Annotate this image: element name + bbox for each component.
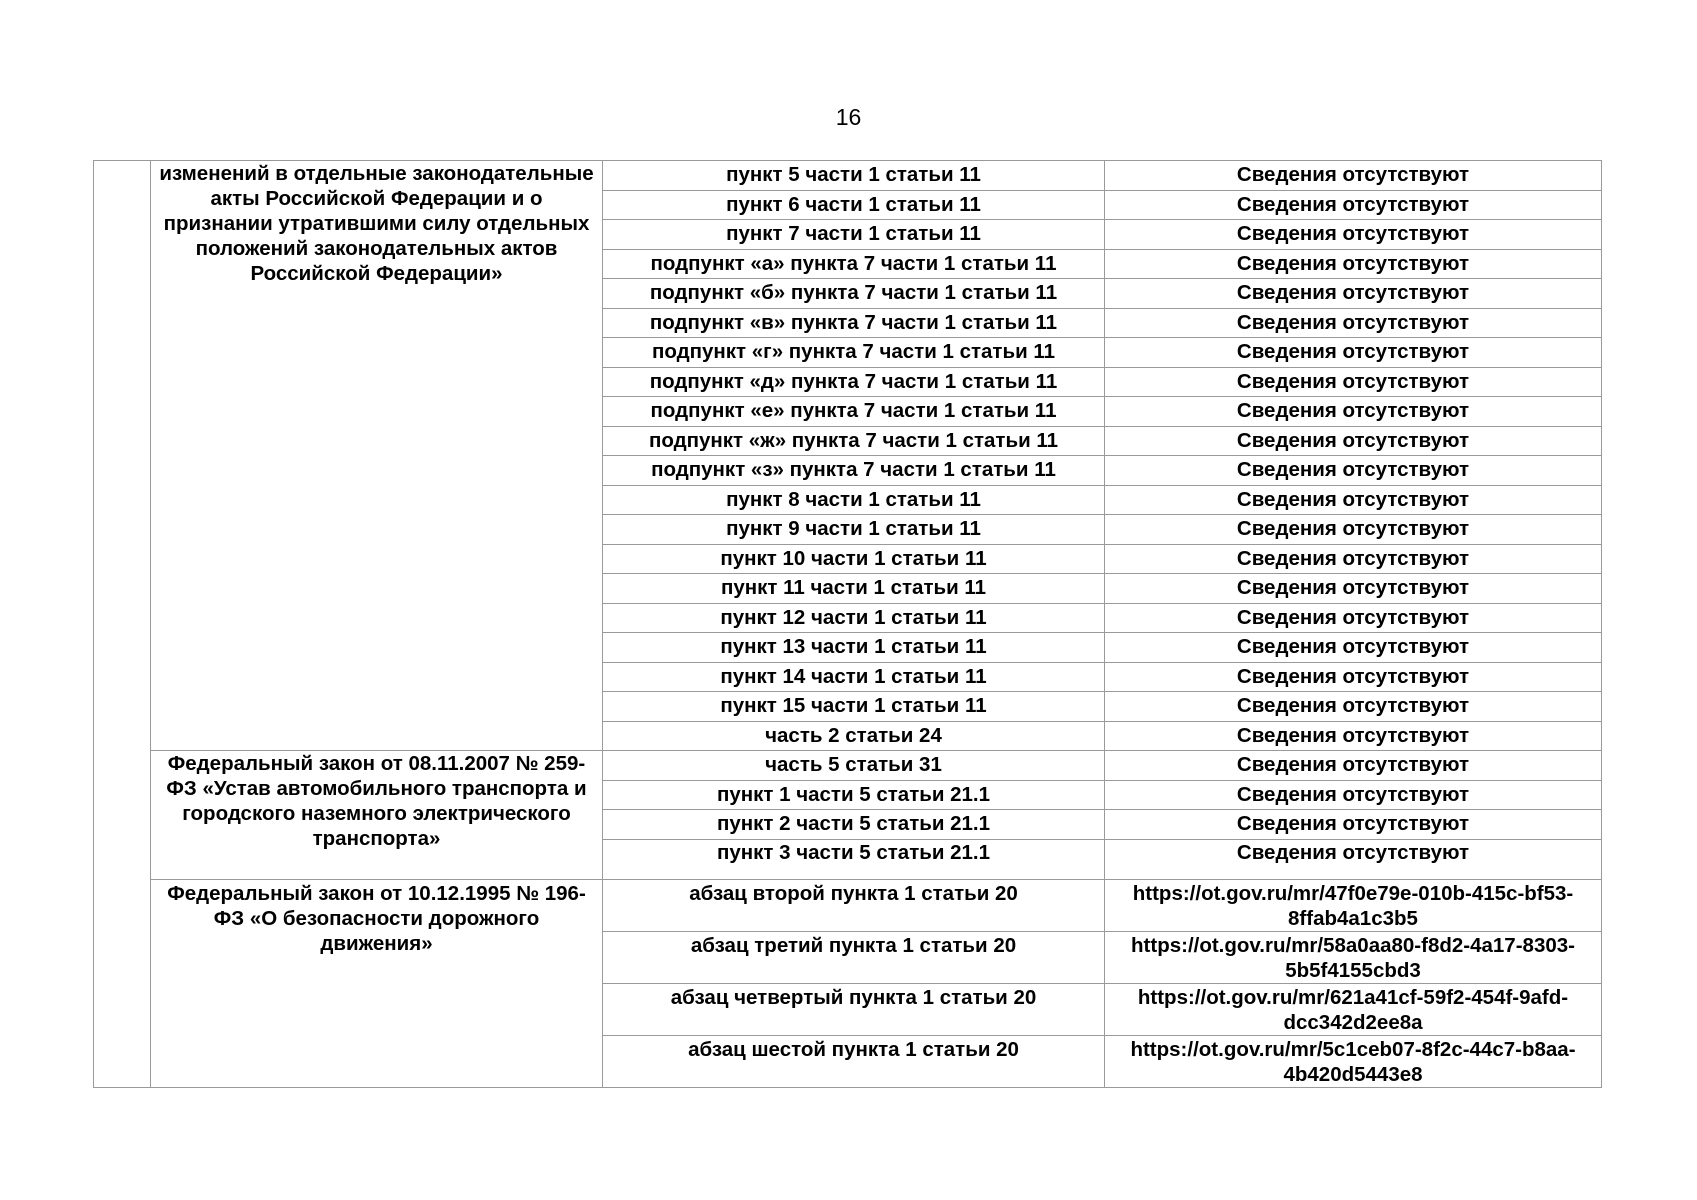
provision-cell: пункт 7 части 1 статьи 11 bbox=[603, 220, 1105, 250]
info-cell: Сведения отсутствуют bbox=[1105, 338, 1602, 368]
info-cell: Сведения отсутствуют bbox=[1105, 810, 1602, 840]
regulations-table bbox=[93, 160, 1602, 1088]
info-cell: Сведения отсутствуют bbox=[1105, 397, 1602, 427]
provision-cell: пункт 12 части 1 статьи 11 bbox=[603, 603, 1105, 633]
number-cell bbox=[94, 161, 151, 1088]
info-cell: Сведения отсутствуют bbox=[1105, 426, 1602, 456]
provision-cell: подпункт «б» пункта 7 части 1 статьи 11 bbox=[603, 279, 1105, 309]
provision-cell: абзац шестой пункта 1 статьи 20 bbox=[603, 1035, 1105, 1087]
page-number: 16 bbox=[835, 104, 862, 130]
info-cell: Сведения отсутствуют bbox=[1105, 721, 1602, 751]
provision-cell: подпункт «е» пункта 7 части 1 статьи 11 bbox=[603, 397, 1105, 427]
info-cell: Сведения отсутствуют bbox=[1105, 515, 1602, 545]
link-cell: https://ot.gov.ru/mr/58a0aa80-f8d2-4a17-8303-5b5f4155cbd3 bbox=[1105, 931, 1602, 983]
provision-cell: пункт 1 части 5 статьи 21.1 bbox=[603, 780, 1105, 810]
info-cell: Сведения отсутствуют bbox=[1105, 220, 1602, 250]
provision-cell: пункт 9 части 1 статьи 11 bbox=[603, 515, 1105, 545]
provision-cell: пункт 13 части 1 статьи 11 bbox=[603, 633, 1105, 663]
info-cell: Сведения отсутствуют bbox=[1105, 367, 1602, 397]
law-cell: изменений в отдельные законодательные акты Российской Федерации и о признании утратившими силу отдельных положений законодательных актов Российской Федерации» bbox=[151, 161, 603, 751]
info-cell: Сведения отсутствуют bbox=[1105, 161, 1602, 191]
provision-cell: часть 5 статьи 31 bbox=[603, 751, 1105, 781]
table-row bbox=[94, 879, 1602, 931]
info-cell: Сведения отсутствуют bbox=[1105, 308, 1602, 338]
info-cell: Сведения отсутствуют bbox=[1105, 249, 1602, 279]
link-cell: https://ot.gov.ru/mr/621a41cf-59f2-454f-9afd-dcc342d2ee8a bbox=[1105, 983, 1602, 1035]
info-cell: Сведения отсутствуют bbox=[1105, 190, 1602, 220]
provision-cell: подпункт «з» пункта 7 части 1 статьи 11 bbox=[603, 456, 1105, 486]
provision-cell: пункт 3 части 5 статьи 21.1 bbox=[603, 839, 1105, 879]
table-row bbox=[94, 161, 1602, 191]
provision-cell: подпункт «а» пункта 7 части 1 статьи 11 bbox=[603, 249, 1105, 279]
provision-cell: абзац третий пункта 1 статьи 20 bbox=[603, 931, 1105, 983]
provision-cell: пункт 15 части 1 статьи 11 bbox=[603, 692, 1105, 722]
provision-cell: подпункт «ж» пункта 7 части 1 статьи 11 bbox=[603, 426, 1105, 456]
provision-cell: часть 2 статьи 24 bbox=[603, 721, 1105, 751]
link-cell: https://ot.gov.ru/mr/5c1ceb07-8f2c-44c7-b8aa-4b420d5443e8 bbox=[1105, 1035, 1602, 1087]
provision-cell: пункт 14 части 1 статьи 11 bbox=[603, 662, 1105, 692]
provision-cell: пункт 2 части 5 статьи 21.1 bbox=[603, 810, 1105, 840]
table-row bbox=[94, 751, 1602, 781]
link-cell: https://ot.gov.ru/mr/47f0e79e-010b-415c-bf53-8ffab4a1c3b5 bbox=[1105, 879, 1602, 931]
info-cell: Сведения отсутствуют bbox=[1105, 485, 1602, 515]
info-cell: Сведения отсутствуют bbox=[1105, 692, 1602, 722]
provision-cell: подпункт «в» пункта 7 части 1 статьи 11 bbox=[603, 308, 1105, 338]
info-cell: Сведения отсутствуют bbox=[1105, 662, 1602, 692]
provision-cell: подпункт «д» пункта 7 части 1 статьи 11 bbox=[603, 367, 1105, 397]
info-cell: Сведения отсутствуют bbox=[1105, 633, 1602, 663]
provision-cell: пункт 11 части 1 статьи 11 bbox=[603, 574, 1105, 604]
provision-cell: пункт 10 части 1 статьи 11 bbox=[603, 544, 1105, 574]
info-cell: Сведения отсутствуют bbox=[1105, 544, 1602, 574]
provision-cell: пункт 8 части 1 статьи 11 bbox=[603, 485, 1105, 515]
info-cell: Сведения отсутствуют bbox=[1105, 456, 1602, 486]
provision-cell: подпункт «г» пункта 7 части 1 статьи 11 bbox=[603, 338, 1105, 368]
info-cell: Сведения отсутствуют bbox=[1105, 780, 1602, 810]
provision-cell: абзац второй пункта 1 статьи 20 bbox=[603, 879, 1105, 931]
info-cell: Сведения отсутствуют bbox=[1105, 279, 1602, 309]
provision-cell: пункт 5 части 1 статьи 11 bbox=[603, 161, 1105, 191]
info-cell: Сведения отсутствуют bbox=[1105, 839, 1602, 879]
provision-cell: пункт 6 части 1 статьи 11 bbox=[603, 190, 1105, 220]
info-cell: Сведения отсутствуют bbox=[1105, 603, 1602, 633]
law-cell: Федеральный закон от 08.11.2007 № 259-ФЗ «Устав автомобильного транспорта и городского наземного электрического транспорта» bbox=[151, 751, 603, 880]
info-cell: Сведения отсутствуют bbox=[1105, 751, 1602, 781]
info-cell: Сведения отсутствуют bbox=[1105, 574, 1602, 604]
law-cell: Федеральный закон от 10.12.1995 № 196-ФЗ «О безопасности дорожного движения» bbox=[151, 879, 603, 1087]
provision-cell: абзац четвертый пункта 1 статьи 20 bbox=[603, 983, 1105, 1035]
